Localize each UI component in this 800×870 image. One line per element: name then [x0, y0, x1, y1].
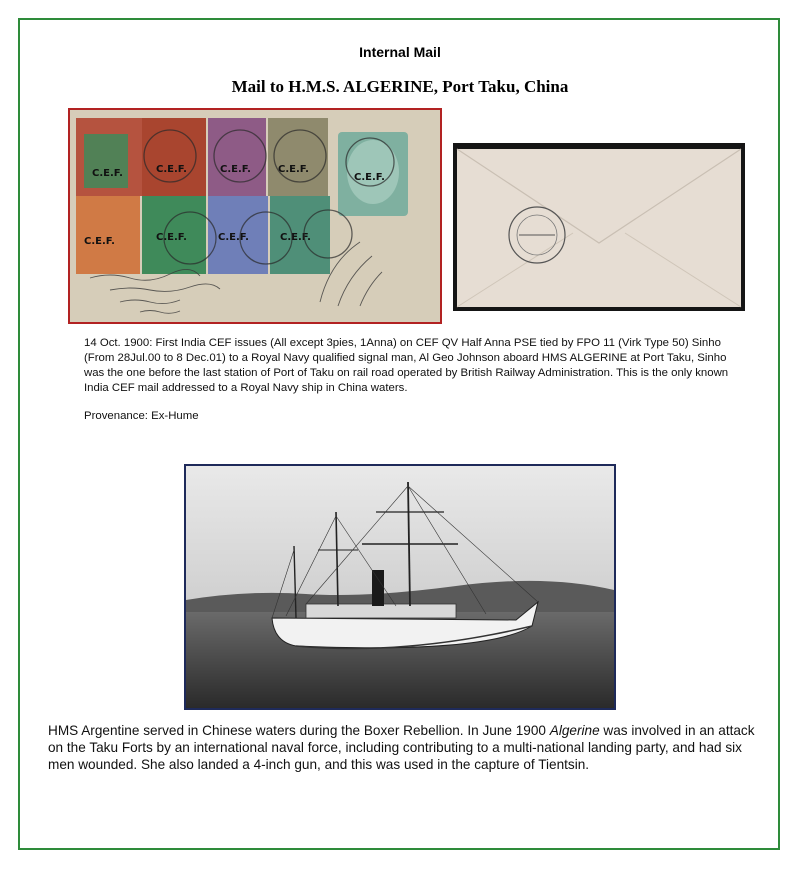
- cover-front-image: [68, 108, 442, 324]
- ship-photo-svg: [186, 466, 614, 708]
- overprint-9: C.E.F.: [280, 232, 311, 243]
- history-part-1: HMS Argentine served in Chinese waters during the Boxer Rebellion. In June 1900: [48, 723, 550, 738]
- stamp-orange: [76, 196, 140, 274]
- ship-funnel: [372, 570, 384, 606]
- cover-front-svg: [70, 110, 440, 322]
- overprint-8: C.E.F.: [218, 232, 249, 243]
- overprint-1: C.E.F.: [92, 168, 123, 179]
- cover-caption: 14 Oct. 1900: First India CEF issues (All except 3pies, 1Anna) on CEF QV Half Anna PSE tied by FPO 11 (Virk Type 50) Sinho (From 28Jul.00 to 8 Dec.01) to a Royal Navy qualified signal man, Al Geo Johnson aboard HMS ALGERINE at Port Taku, Sinho was the one before the last station of Port of Taku on rail road operated by British Railway Administration. This is the only known India CEF mail addressed to a Royal Navy ship in China waters.: [84, 337, 729, 394]
- overprint-7: C.E.F.: [156, 232, 187, 243]
- main-title: Mail to H.M.S. ALGERINE, Port Taku, China: [231, 77, 569, 96]
- history-ship-name: Algerine: [549, 723, 600, 738]
- overprint-4: C.E.F.: [278, 164, 309, 175]
- overprint-6: C.E.F.: [84, 236, 115, 247]
- overprint-5: C.E.F.: [354, 172, 385, 183]
- history-text: [48, 722, 760, 773]
- cover-back-image: [453, 143, 745, 311]
- provenance: Provenance: Ex-Hume: [84, 410, 199, 422]
- overprint-2: C.E.F.: [156, 164, 187, 175]
- cover-back-svg: [453, 143, 745, 311]
- history-part-2: was involved in an attack on the Taku Forts by an international naval force, including contributing to a multi-national landing party, and had six men wounded. She also landed a 4-inch gun, and this was used in the capture of Tientsin.: [48, 723, 755, 772]
- section-title: Internal Mail: [359, 44, 441, 60]
- ship-photograph: [184, 464, 616, 710]
- overprint-3: C.E.F.: [220, 164, 251, 175]
